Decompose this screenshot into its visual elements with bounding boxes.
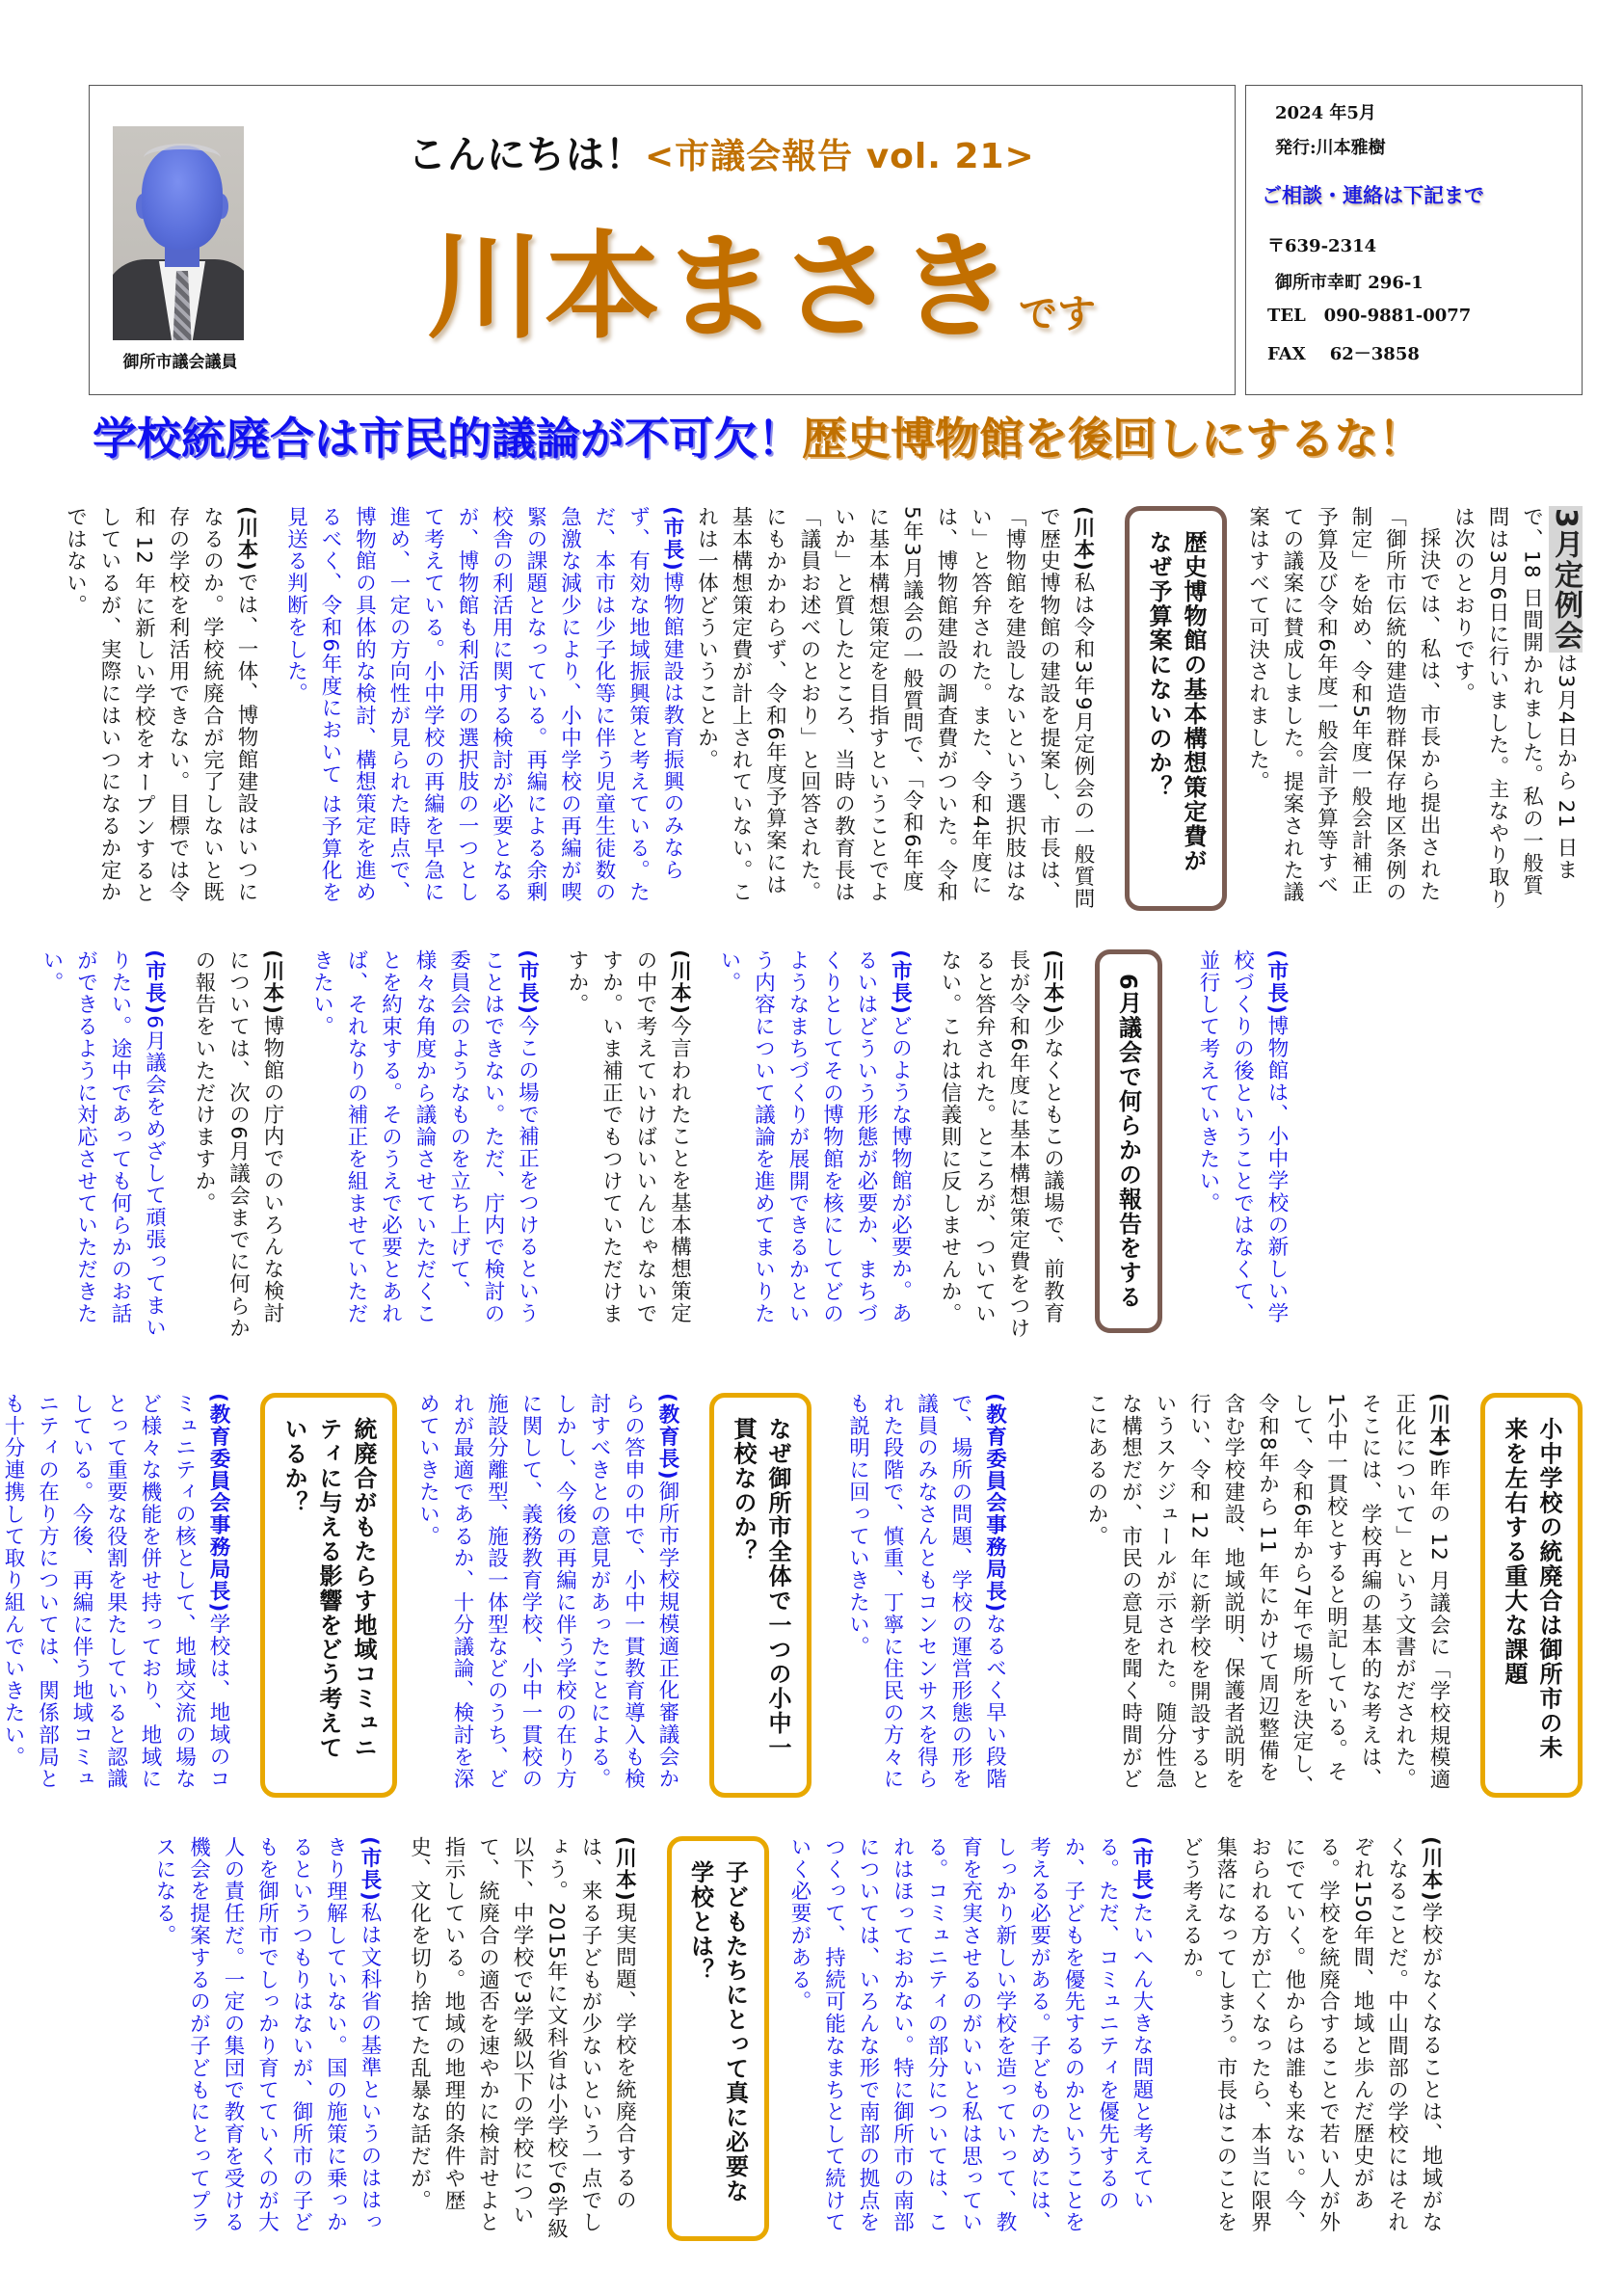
qa-mayor: (市長)たいへん大きな問題と考えている。ただ、コミュニティを優先するのか、子どもを優先するのかということを考える必要がある。子どものためには、しっかり新しい学校を造っていって、教育を充実させるのがいいと私は思っている。コミュニティの部分については、これはほっておかない。特に御所市の南部については、いろんな形で南部の拠点をつくって、持続可能なまちとして続けていく必要がある。: [787, 1836, 1154, 2234]
councilor-name: 川本まさき: [427, 221, 1015, 355]
speaker-label: (川本): [1071, 506, 1095, 573]
speaker-label: (川本): [234, 506, 258, 573]
section-heading-museum: 歴史博物館の基本構想策定費がなぜ予算案にないのか？: [1125, 506, 1227, 911]
greeting-line: [408, 124, 1035, 179]
speaker-label: (川本): [260, 949, 284, 1016]
vote-paragraph: 採決では、私は、市長から提出された「御所市伝統的建造物群保存地区条例の制定」を始め、令和5年度一般会計補正予算及び令和6年度一般会計予算等すべての議案に賛成しました。提案された議案はすべて可決されました。: [1245, 506, 1441, 904]
speaker-label: (川本): [1426, 1393, 1450, 1459]
session-tag: 3月定例会: [1549, 508, 1583, 651]
qa-edu-secretary: (教育委員会事務局長)学校は、地域のコミュニティの核として、地域交流の場など様々な機能を併せ持っており、地域にとって重要な役割を果たしていると認識している。今後、再編に伴う地域コミュニティの在り方については、関係部局とも十分連携して取り組んでいきたい。: [1, 1393, 230, 1791]
speaker-label: (川本): [1419, 1836, 1443, 1903]
qa-kawamoto: (川本)博物館の庁内でのいろんな検討については、次の6月議会までに何らかの報告をいただけますか。: [192, 949, 284, 1340]
qa-mayor: (市長)今この場で補正をつけるということはできない。ただ、庁内で検討の委員会のようなものを立ち上げて、様々な角度から議論させていただくことを約束する。そのうえで必要とあれば、それなりの補正を組ませていただきたい。: [309, 949, 540, 1325]
qa-mayor: (市長)私は文科省の基準というのははっきり理解していない。国の施策に乗っかるというつもりはないが、御所市の子どもを御所市でしっかり育てていくのが大人の責任だ。一定の集団で教育を受ける機会を提案するのが子どもにとってプラスになる。: [152, 1836, 382, 2234]
tel-row: [1267, 306, 1471, 326]
speaker-label: (市長): [1130, 1836, 1154, 1903]
qa-kawamoto: (川本)昨年の 12 月議会に「学校規模適正化について」という文書がだされた。そこには、学校再編の基本的な考えは、1小中一貫校とすると明記している。そして、令和6年から7年で場所を決定し、令和8年から 11 年にかけて周辺整備を含む学校建設、地域説明、保護者説明を行い、令和 12 年に新学校を開設するというスケジュールが示された。随分性急な構想だが、市民の意見を聞く時間がどこにあるのか。: [1084, 1393, 1450, 1798]
body-band-2: [40, 949, 1583, 1345]
speaker-label: (教育委員会事務局長): [982, 1393, 1007, 1614]
speaker-label: (教育委員会事務局長): [206, 1393, 230, 1614]
section-heading-children: 子どもたちにとって真に必要な学校とは？: [667, 1836, 769, 2241]
speaker-label: (川本): [1040, 949, 1065, 1016]
qa-mayor: (市長)博物館は、小中学校の新しい学校づくりの後ということではなくて、並行して考えていきたい。: [1196, 949, 1289, 1325]
qa-kawamoto: (川本)現実問題、学校を統廃合するのは、来る子どもが少ないという一点でしょう。2015年に文科省は小学校で6学級以下、中学校で3学級以下の学校について、統廃合の適否を速やかに検討せよと指示している。地域の地理的条件や歴史、文化を切り捨てた乱暴な話だが。: [407, 1836, 637, 2240]
tel-label: TEL: [1267, 306, 1306, 326]
section-heading-why-one-school: なぜ御所市全体で一つの小中一貫校なのか？: [709, 1393, 812, 1798]
address: 御所市幸町 296-1: [1275, 273, 1423, 293]
speaker-label: (市長): [358, 1836, 382, 1903]
qa-edu-secretary: (教育委員会事務局長)なるべく早い段階で、場所の問題、学校の運営形態の形を議員のみなさんともコンセンサスを得られた段階で、慎重、丁寧に住民の方々にも説明に回っていきたい。: [845, 1393, 1007, 1791]
councilor-photo: [113, 126, 244, 340]
body-band-3: [1, 1393, 1583, 1798]
speaker-label: (川本): [667, 949, 692, 1016]
consult-notice: ご相談・連絡は下記まで: [1262, 184, 1484, 207]
qa-kawamoto: (川本)私は令和3年9月定例会の一般質問で歴史博物館の建設を提案し、市長は、「博物館を建設しないという選択肢はない」と答弁された。また、令和4年度には、博物館建設の調査費がついた。令和5年3月議会の一般質問で、「令和6年度に基本構想策定を目指すということでよいか」と質したところ、当時の教育長は「議員お述べのとおり」と回答された。にもかかわらず、令和6年度予算案には基本構想策定費が計上されていない。これは一体どういうことか。: [694, 506, 1095, 911]
headline-museum: 歴史博物館を後回しにするな！: [802, 413, 1423, 465]
postal-code: 〒639-2314: [1267, 236, 1377, 256]
section-heading-community: 統廃合がもたらす地域コミュニティに与える影響をどう考えているか？: [260, 1393, 397, 1798]
body-band-1: [63, 506, 1583, 911]
councilor-name-line: [427, 221, 1096, 355]
speaker-label: (市長): [142, 949, 167, 1016]
photo-hair: [144, 144, 221, 173]
qa-mayor: (市長)博物館建設は教育振興のみならず、有効な地域振興策と考えている。ただ、本市は少子化等に伴う児童生徒数の急激な減少により、小中学校の再編が喫緊の課題となっている。再編による余剰校舎の利活用に関する検討が必要となるが、博物館も利活用の選択肢の一つとして考えている。小中学校の再編を早急に進め、一定の方向性が見られた時点で、博物館の具体的な検討、構想策定を進めるべく、令和6年度において は予算化を見送る判断をした。: [283, 506, 684, 904]
qa-kawamoto: (川本)少なくともこの議場で、前教育長が令和6年度に基本構想策定費をつけると答弁された。ところが、ついていない。これは信義則に反しませんか。: [938, 949, 1065, 1340]
speaker-label: (市長): [515, 949, 540, 1016]
section-heading-june: 6月議会で何らかの報告をする: [1095, 949, 1162, 1333]
section-heading-school: 小中学校の統廃合は御所市の未来を左右する重大な課題: [1480, 1393, 1583, 1798]
main-headline: [93, 410, 1586, 467]
qa-kawamoto: (川本)学校がなくなることは、地域がなくなることだ。中山間部の学校にはそれぞれ150年間、地域と歩んだ歴史がある。学校を統廃合することで若い人が外にでていく。他からは誰も来ない。今、おられる方が亡くなったら、本当に限界集落になってしまう。市長はこのことをどう考えるか。: [1179, 1836, 1443, 2234]
qa-mayor: (市長)6月議会をめざして頑張ってまいりたい。途中であっても何らかのお話ができるように対応させていただきたい。: [40, 949, 167, 1339]
fax-row: [1267, 340, 1420, 365]
fax-number: 62－3858: [1329, 344, 1420, 364]
greeting: こんにちは！: [408, 133, 645, 177]
qa-mayor: (市長)どのような博物館が必要か。あるいはどういう形態が必要か、まちづくりとしてその博物館を核にしてどのようなまちづくりが展開できるかという内容について議論を進めてまいりたい。: [717, 949, 913, 1325]
body-band-4: [89, 1836, 1583, 2241]
intro-paragraph: 3月定例会は3月4日から 21 日まで、18 日間開かれました。私の一般質問は3月6日に行いました。主なやり取りは次のとおりです。: [1450, 506, 1583, 911]
fax-label: FAX: [1267, 344, 1306, 364]
photo-caption: 御所市議会議員: [122, 353, 238, 372]
contact-box: [1245, 85, 1583, 395]
report-title: <市議会報告 vol. 21>: [645, 137, 1035, 176]
speaker-label: (教育長): [655, 1393, 679, 1482]
headline-schools: 学校統廃合は市民的議論が不可欠！: [93, 413, 802, 465]
masthead: [89, 85, 1236, 395]
tel-number[interactable]: 090-9881-0077: [1323, 306, 1472, 326]
speaker-label: (市長): [660, 506, 684, 573]
issue-date: 2024 年5月: [1275, 103, 1376, 123]
qa-superintendent: (教育長)御所市学校規模適正化審議会からの答申の中で、小中一貫教育導入も検討すべきとの意見があったことによる。しかし、今後の再編に伴う学校の在り方に関して、義務教育学校、小中一貫校の施設分離型、施設一体型などのうち、どれが最適であるか、十分議論、検討を深めていきたい。: [415, 1393, 679, 1791]
name-suffix: です: [1019, 292, 1096, 336]
qa-kawamoto: (川本)今言われたことを基本構想策定の中で考えていけばいいんじゃないですか。いま補正でもつけていただけますか。: [565, 949, 692, 1325]
speaker-label: (市長): [1264, 949, 1289, 1016]
qa-kawamoto: (川本)では、一体、博物館建設はいつになるのか。学校統廃合が完了しないと既存の学校を利活用できない。目標では令和 12 年に新しい学校をオープンするとしているが、実際にはいつになるか定かではない。: [63, 506, 258, 905]
speaker-label: (川本): [612, 1836, 637, 1903]
speaker-label: (市長): [888, 949, 913, 1016]
publisher: 発行:川本雅樹: [1275, 138, 1386, 158]
